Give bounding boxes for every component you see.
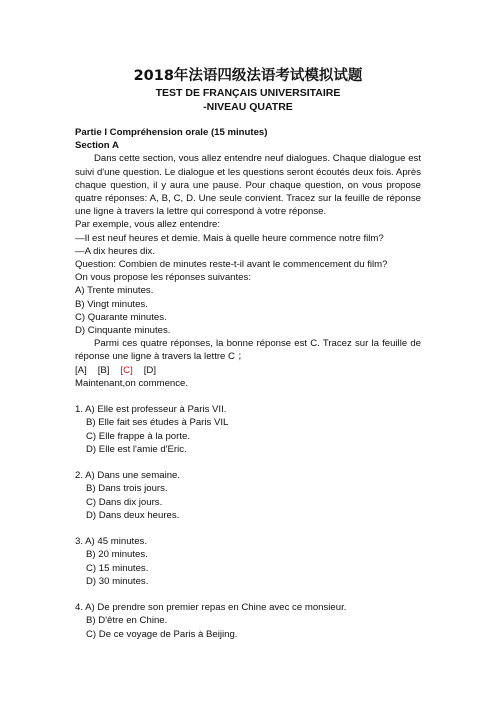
example-option: A) Trente minutes. — [75, 285, 154, 297]
answer-marks-row — [75, 364, 421, 377]
question-1-option-a: 1. A) Elle est professeur à Paris VII. — [75, 404, 227, 416]
example-option: B) Vingt minutes. — [75, 298, 148, 310]
question-2-option: B) Dans trois jours. — [86, 483, 168, 495]
document-title: 2018年法语四级法语考试模拟试题 — [133, 68, 363, 84]
question-3-option-a: 3. A) 45 minutes. — [75, 536, 147, 548]
example-option: C) Quarante minutes. — [75, 311, 167, 323]
question-2-option: C) Dans dix jours. — [86, 496, 163, 508]
answer-mark: [D] — [143, 364, 156, 376]
answer-mark-highlighted: [C] — [120, 364, 133, 376]
question-1-option: B) Elle fait ses études à Paris VIL — [86, 417, 229, 429]
example-dialogue-line: —Il est neuf heures et demie. Mais à quelle heure commence notre film? — [75, 232, 384, 244]
question-1-option: C) Elle frappe à la porte. — [86, 430, 190, 442]
question-3-option: C) 15 minutes. — [86, 562, 149, 574]
subtitle-line-2: -NIVEAU QUATRE — [203, 101, 293, 113]
document-body — [75, 126, 421, 641]
answer-mark: [B] — [97, 364, 110, 376]
question-2-option-a: 2. A) Dans une semaine. — [75, 470, 181, 482]
start-line: Maintenant,on commence. — [75, 377, 189, 389]
example-dialogue-line: —A dix heures dix. — [75, 245, 155, 257]
question-4-option-a: 4. A) De prendre son premier repas en Chine avec ce monsieur. — [75, 602, 347, 614]
example-proposal: On vous propose les réponses suivantes: — [75, 272, 251, 284]
question-1-option: D) Elle est l'amie d'Eric. — [86, 443, 187, 455]
example-option: D) Cinquante minutes. — [75, 325, 171, 337]
question-4-option: B) D'être en Chine. — [86, 615, 168, 627]
subtitle-line-1: TEST DE FRANÇAIS UNIVERSITAIRE — [155, 87, 341, 99]
section-heading: Section A — [75, 140, 119, 152]
question-3-option: B) 20 minutes. — [86, 549, 148, 561]
answer-mark: [A] — [75, 364, 87, 376]
example-intro: Par exemple, vous allez entendre: — [75, 219, 221, 231]
part-heading: Partie I Compréhension orale (15 minutes) — [75, 127, 268, 138]
question-2-option: D) Dans deux heures. — [86, 509, 180, 521]
question-4-option: C) De ce voyage de Paris à Beijing. — [86, 628, 238, 640]
instructions-paragraph: Dans cette section, vous allez entendre neuf dialogues. Chaque dialogue est suivi d'une question. Le dialogue et les questions seront écoutés deux fois. Après chaque question, il y aura une pause. Pour chaque question, on vous propose quatre réponses: A, B, C, D. Une seule convient. Tracez sur la feuille de réponse une ligne à travers la lettre qui correspond à votre réponse. — [75, 153, 421, 218]
example-question: Question: Combien de minutes reste-t-il avant le commencement du film? — [75, 259, 388, 271]
example-explanation: Parmi ces quatre réponses, la bonne réponse est C. Tracez sur la feuille de réponse une ligne à travers la lettre C ； — [75, 338, 421, 363]
question-3-option: D) 30 minutes. — [86, 575, 149, 587]
